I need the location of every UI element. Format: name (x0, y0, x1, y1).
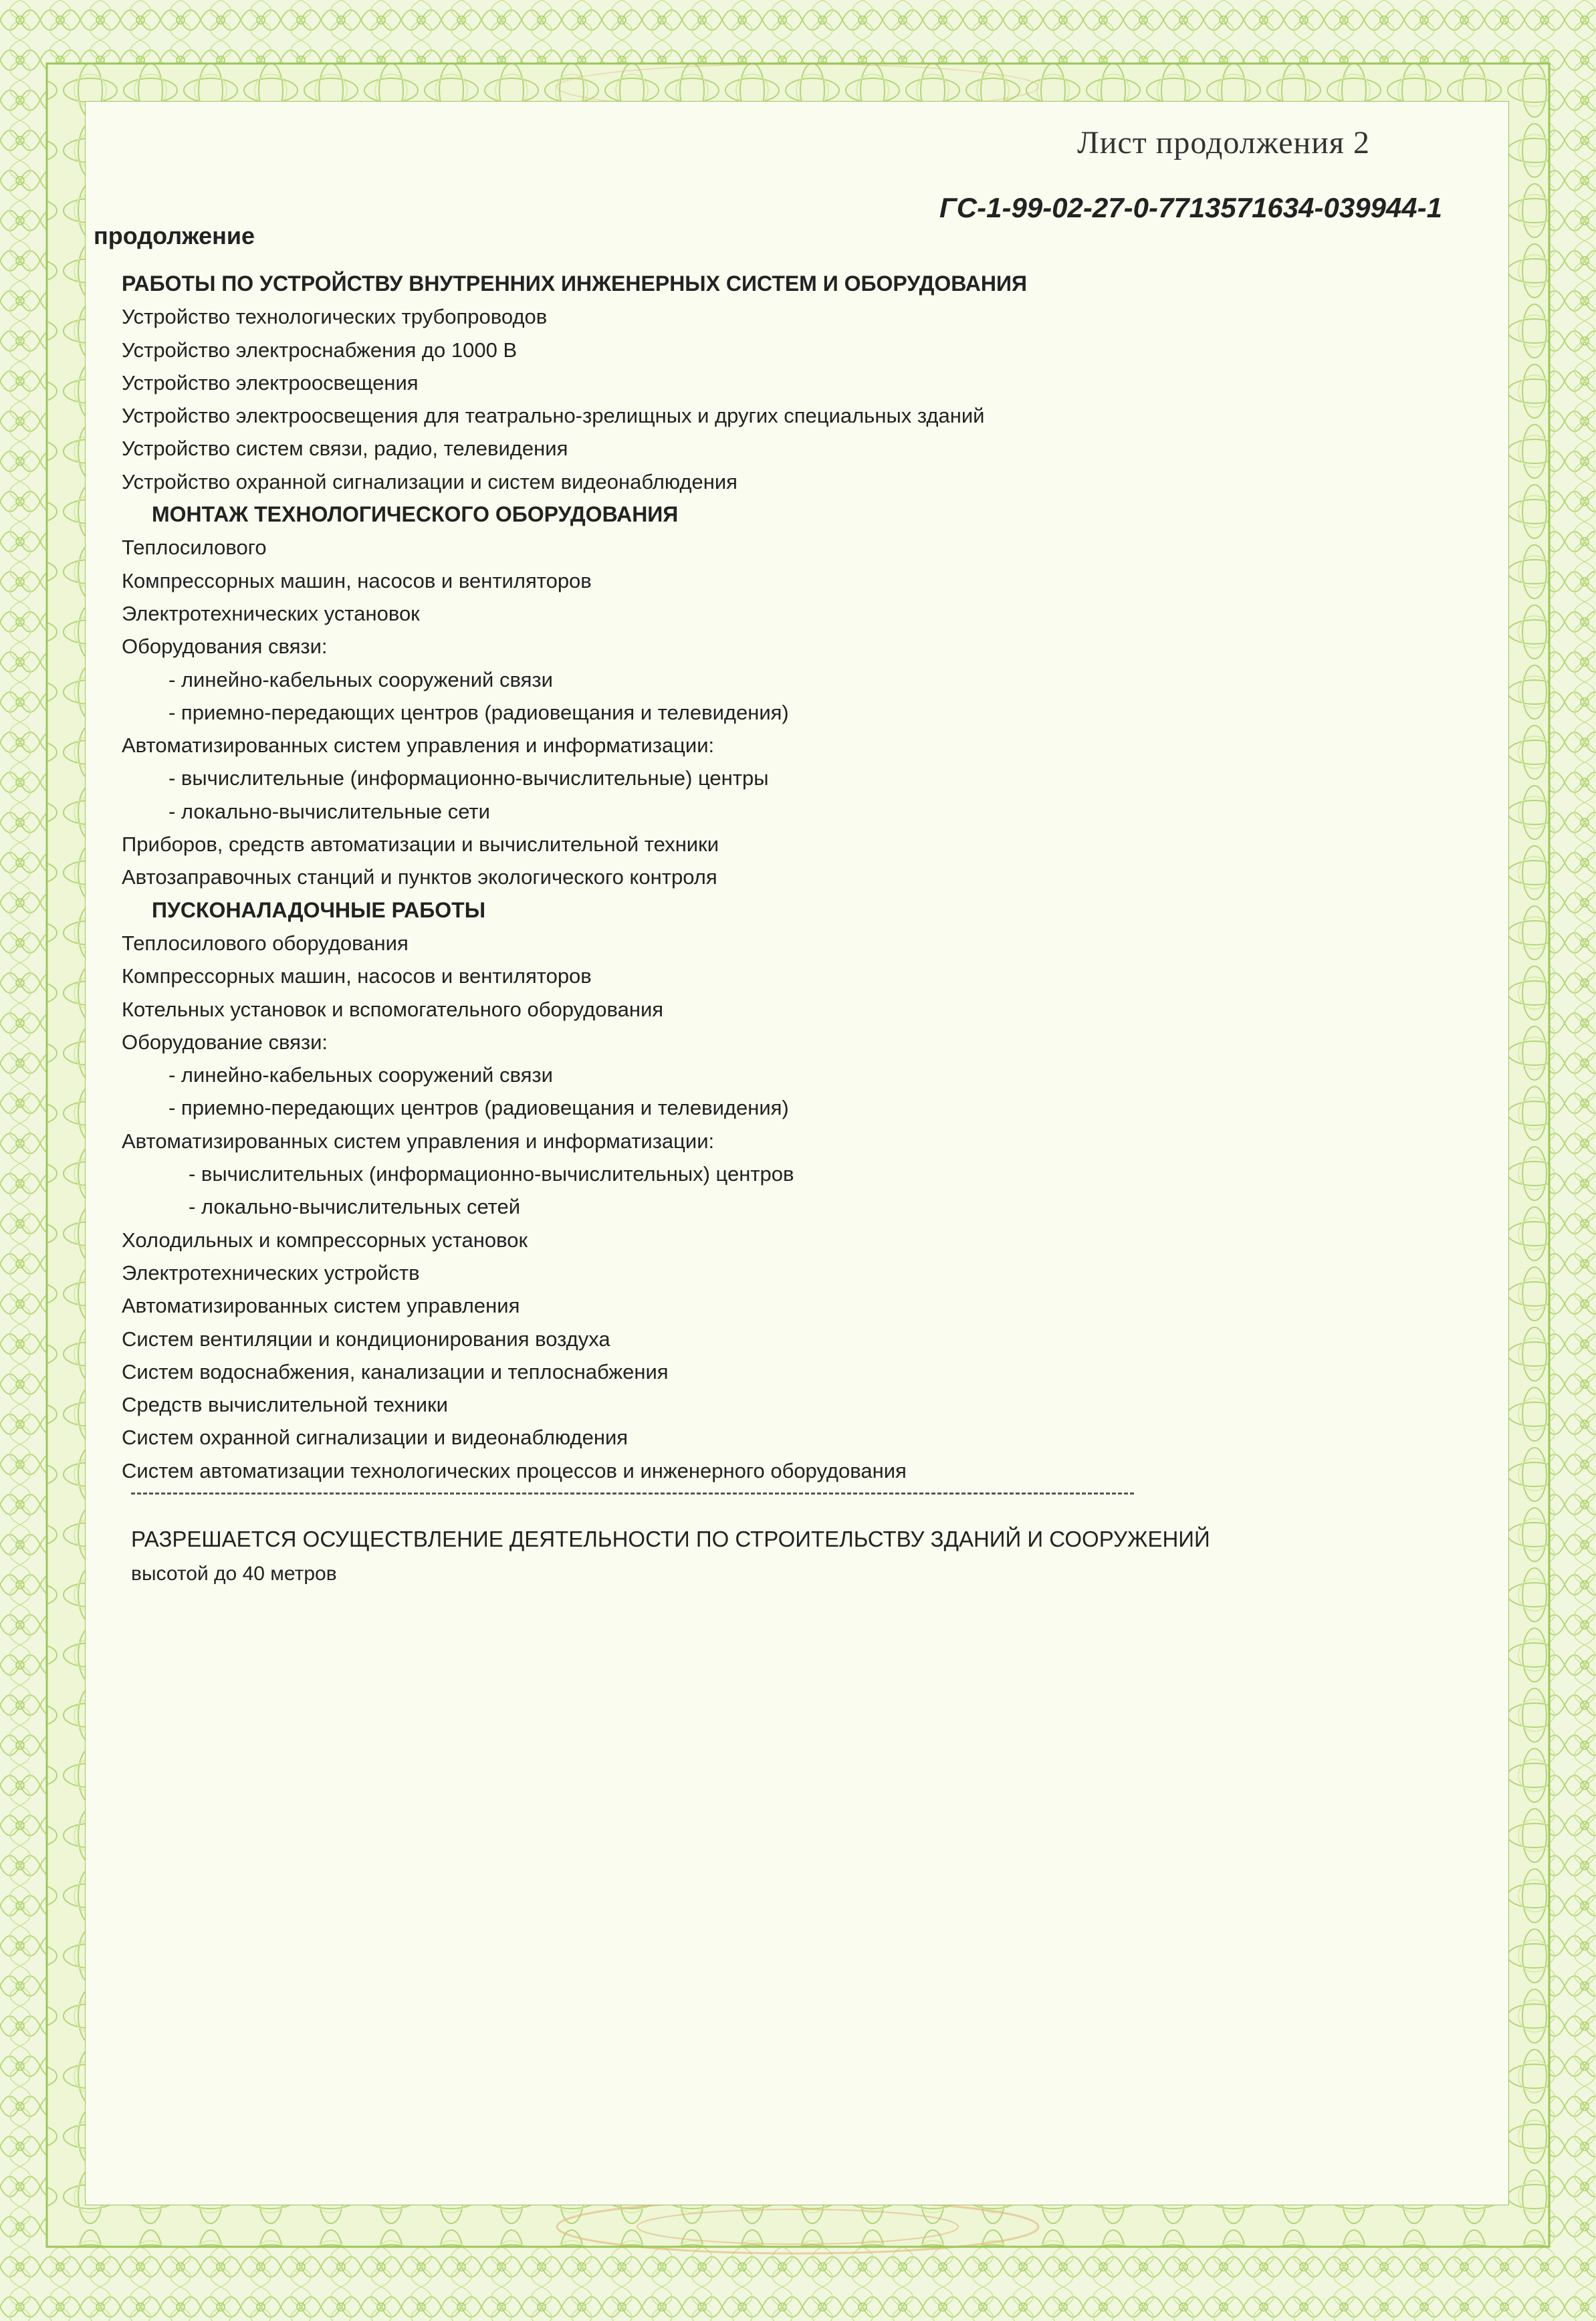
list-item: Котельных установок и вспомогательного оборудования (122, 997, 664, 1021)
list-item: Устройство электроосвещения для театрально-зрелищных и других специальных зданий (122, 404, 985, 428)
permit-statement: РАЗРЕШАЕТСЯ ОСУЩЕСТВЛЕНИЕ ДЕЯТЕЛЬНОСТИ ПО СТРОИТЕЛЬСТВУ ЗДАНИЙ И СООРУЖЕНИЙ (131, 1526, 1210, 1551)
list-item: Автозаправочных станций и пунктов экологического контроля (122, 865, 717, 889)
permit-detail: высотой до 40 метров (131, 1562, 337, 1585)
list-item: Автоматизированных систем управления и информатизации: (122, 734, 715, 758)
list-item: Оборудование связи: (122, 1030, 328, 1054)
document-number: ГС-1-99-02-27-0-7713571634-039944-1 (939, 192, 1442, 223)
list-item: Электротехнических устройств (122, 1260, 420, 1285)
dashed-divider (131, 1493, 1134, 1515)
list-subitem: - локально-вычислительных сетей (189, 1195, 521, 1219)
list-subitem: - локально-вычислительные сети (168, 799, 490, 823)
list-item: Автоматизированных систем управления (122, 1294, 520, 1318)
list-item: Приборов, средств автоматизации и вычислительной техники (122, 833, 719, 857)
list-item: Компрессорных машин, насосов и вентиляторов (122, 568, 592, 592)
list-item: Устройство технологических трубопроводов (122, 305, 548, 329)
list-item: Теплосилового (122, 536, 267, 560)
list-item: Устройство систем связи, радио, телевидения (122, 437, 568, 461)
list-item: Систем автоматизации технологических процессов и инженерного оборудования (122, 1458, 907, 1482)
list-item: Систем вентиляции и кондиционирования воздуха (122, 1327, 610, 1351)
list-item: Средств вычислительной техники (122, 1393, 448, 1417)
work-types-list (122, 267, 1392, 1591)
list-item: Оборудования связи: (122, 635, 328, 659)
list-subitem: - вычислительных (информационно-вычислительных) центров (189, 1162, 794, 1186)
continuation-label: продолжение (94, 222, 255, 249)
list-subitem: - приемно-передающих центров (радиовещания и телевидения) (168, 700, 789, 724)
section-title: ПУСКОНАЛАДОЧНЫЕ РАБОТЫ (152, 897, 486, 922)
list-subitem: - приемно-передающих центров (радиовещания и телевидения) (168, 1096, 789, 1120)
list-item: Устройство электроснабжения до 1000 В (122, 338, 518, 362)
section-title: МОНТАЖ ТЕХНОЛОГИЧЕСКОГО ОБОРУДОВАНИЯ (152, 502, 679, 527)
list-item: Компрессорных машин, насосов и вентиляторов (122, 964, 592, 988)
list-item: Систем охранной сигнализации и видеонаблюдения (122, 1426, 629, 1450)
section-title: РАБОТЫ ПО УСТРОЙСТВУ ВНУТРЕННИХ ИНЖЕНЕРНЫХ СИСТЕМ И ОБОРУДОВАНИЯ (122, 271, 1028, 296)
sheet-title: Лист продолжения 2 (1077, 125, 1370, 160)
list-item: Устройство охранной сигнализации и систем видеонаблюдения (122, 469, 737, 493)
list-item: Автоматизированных систем управления и информатизации: (122, 1129, 715, 1153)
list-subitem: - линейно-кабельных сооружений связи (168, 1063, 553, 1087)
list-item: Систем водоснабжения, канализации и теплоснабжения (122, 1359, 669, 1384)
list-item: Теплосилового оборудования (122, 931, 409, 955)
list-item: Устройство электроосвещения (122, 370, 419, 395)
list-item: Электротехнических установок (122, 601, 420, 625)
list-subitem: - вычислительные (информационно-вычислительные) центры (168, 766, 769, 790)
list-item: Холодильных и компрессорных установок (122, 1228, 528, 1252)
list-subitem: - линейно-кабельных сооружений связи (168, 667, 553, 691)
